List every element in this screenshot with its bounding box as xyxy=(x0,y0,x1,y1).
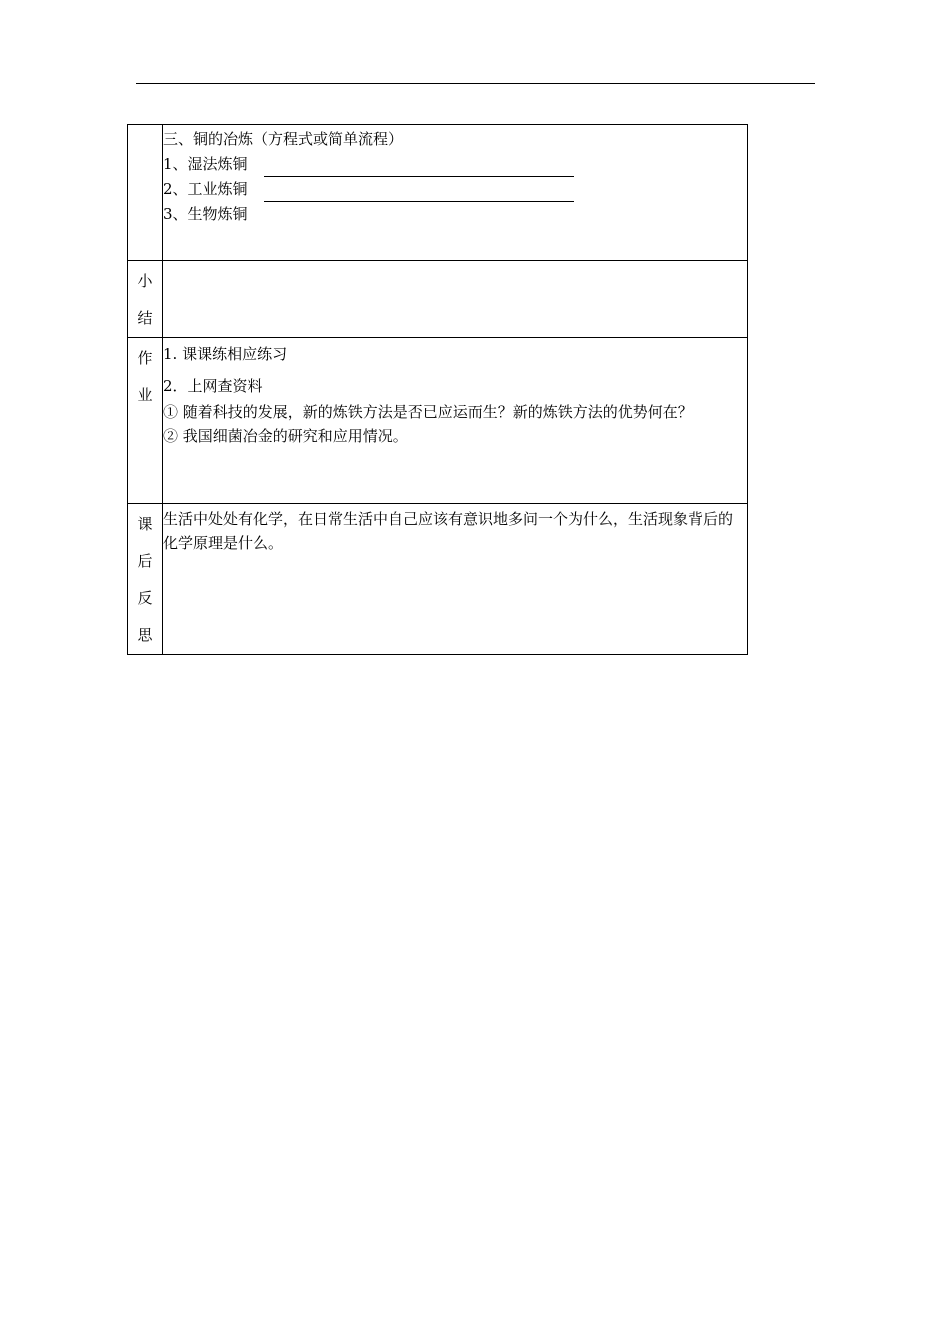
reflection-content-cell xyxy=(163,504,748,655)
homework-label-cell xyxy=(128,338,163,504)
item-industrial-smelting xyxy=(163,177,747,202)
item-wet-smelting xyxy=(163,152,747,177)
label-char: 结 xyxy=(137,309,153,327)
reflection-text: 生活中处处有化学，在日常生活中自己应该有意识地多问一个为什么，生活现象背后的化学原理是什么。 xyxy=(163,510,734,552)
row-copper-smelting xyxy=(128,125,748,261)
summary-label xyxy=(128,261,162,337)
fill-blank-line xyxy=(264,183,574,202)
row-reflection xyxy=(128,504,748,655)
label-char: 业 xyxy=(137,386,153,404)
fill-blank-line xyxy=(264,158,574,177)
row-homework xyxy=(128,338,748,504)
label-char: 思 xyxy=(137,626,153,644)
item-label: 1、湿法炼铜 xyxy=(163,155,248,173)
section-heading: 三、铜的冶炼（方程式或简单流程） xyxy=(163,130,404,148)
lesson-plan-table xyxy=(127,124,748,655)
homework-label xyxy=(128,338,162,414)
label-char: 后 xyxy=(137,552,153,570)
item-bio-smelting: 3、生物炼铜 xyxy=(163,205,248,223)
copper-smelting-cell xyxy=(163,125,748,261)
summary-content-cell xyxy=(163,261,748,338)
header-rule xyxy=(136,83,815,84)
homework-question-1: ① 随着科技的发展，新的炼铁方法是否已应运而生？新的炼铁方法的优势何在？ xyxy=(163,403,693,421)
reflection-label-cell xyxy=(128,504,163,655)
homework-content-cell xyxy=(163,338,748,504)
label-char: 课 xyxy=(137,515,153,533)
label-char: 作 xyxy=(137,349,153,367)
summary-label-cell xyxy=(128,261,163,338)
label-char: 反 xyxy=(137,589,153,607)
homework-question-2: ② 我国细菌冶金的研究和应用情况。 xyxy=(163,427,408,445)
reflection-label xyxy=(128,504,162,654)
homework-item-2: 2．上网查资料 xyxy=(163,377,263,395)
row-summary xyxy=(128,261,748,338)
label-char: 小 xyxy=(137,272,153,290)
label-cell-empty xyxy=(128,125,163,261)
homework-item-1: 1. 课课练相应练习 xyxy=(163,345,288,363)
item-label: 2、工业炼铜 xyxy=(163,180,248,198)
